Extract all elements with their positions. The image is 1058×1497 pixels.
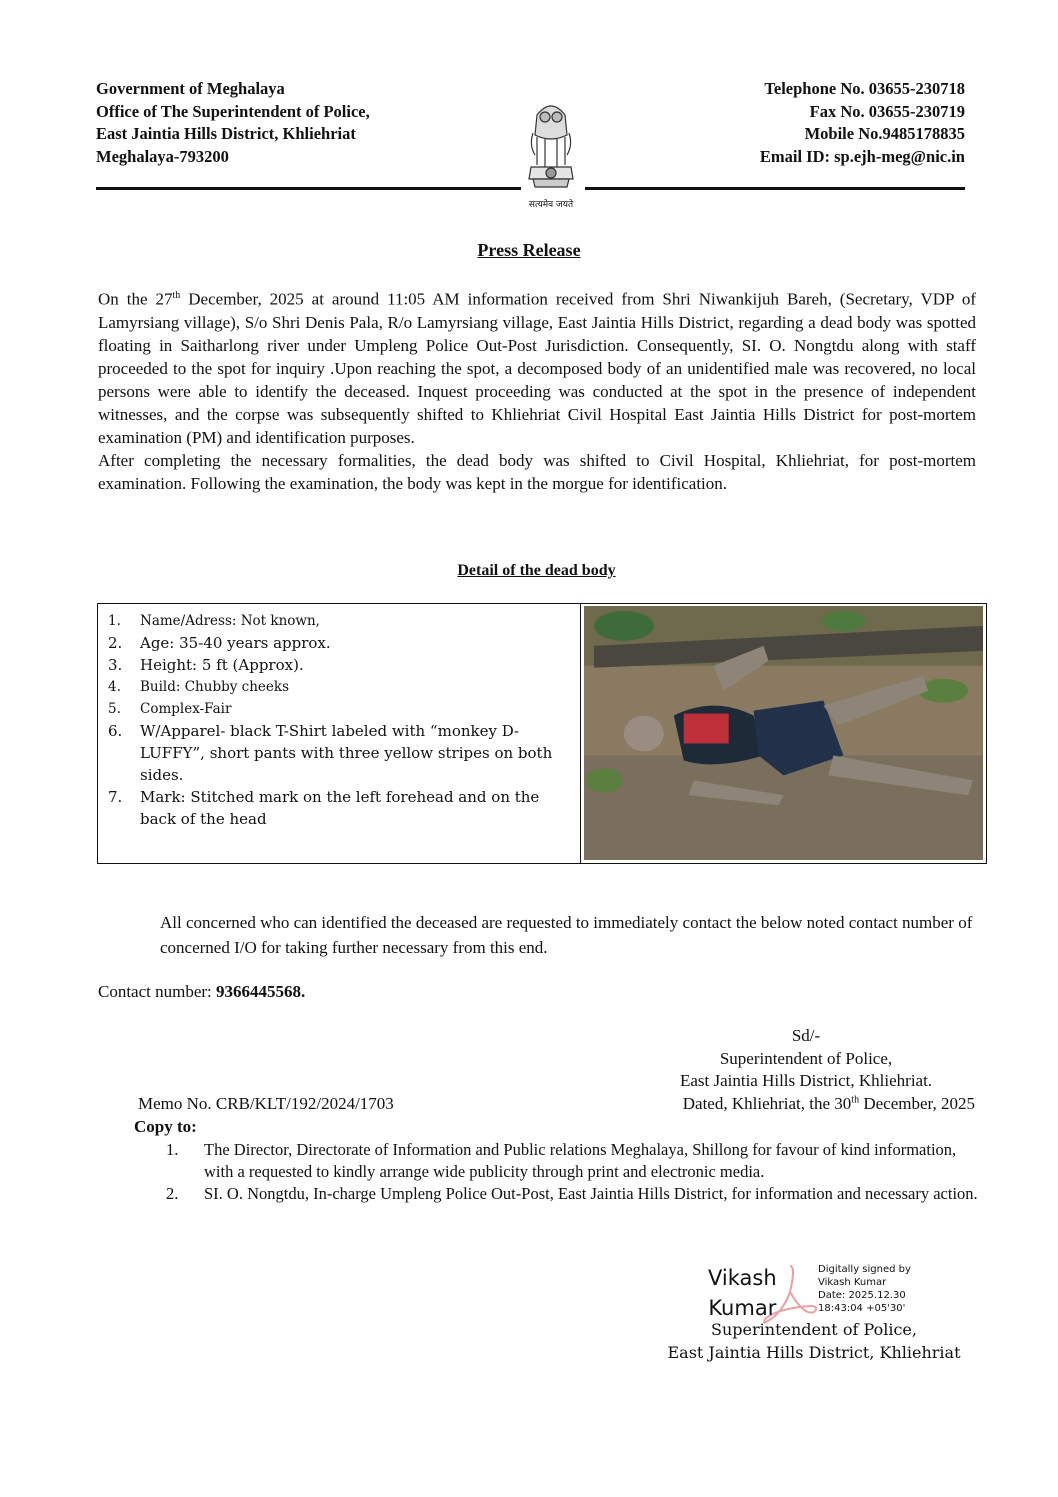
- office-address-block: [96, 78, 370, 168]
- details-item: 1. Name/Adress: Not known,: [108, 613, 320, 629]
- copy-to-item: 1. The Director, Directorate of Information and Public relations Meghalaya, Shillong for favour of kind information, with a requested to kindly arrange wide publicity through print and electronic media.: [166, 1140, 957, 1181]
- signed-mark: Sd/-: [791, 1026, 821, 1045]
- identification-request: [98, 910, 978, 960]
- body-paragraph-2: After completing the necessary formalities, the dead body was shifted to Civil Hospital, Khliehriat, for post-mortem examination. Following the examination, the body was kept in the morgue for identification.: [98, 450, 976, 493]
- memo-number: Memo No. CRB/KLT/192/2024/1703: [138, 1094, 394, 1113]
- body-paragraph-1: On the 27th December, 2025 at around 11:05 AM information received from Shri Niwankijuh Bareh, (Secretary, VDP of Lamyrsiang village), S/o Shri Denis Pala, R/o Lamyrsiang village, East Jaintia Hills District, regarding a dead body was spotted floating in Saitharlong river under Umpleng Police Out-Post Jurisdiction. Consequently, SI. O. Nongtdu along with staff proceeded to the spot for inquiry .Upon reaching the spot, a decomposed body of an unidentified male was recovered, no local persons were able to identify the deceased. Inquest proceeding was conducted at the spot in the presence of independent witnesses, and the corpse was subsequently shifted to Khliehriat Civil Hospital East Jaintia Hills District for post-mortem examination (PM) and identification purposes.: [98, 289, 976, 447]
- contact-line: [98, 982, 305, 1002]
- copy-to-label: Copy to:: [134, 1117, 197, 1136]
- details-item: 3. Height: 5 ft (Approx).: [108, 656, 304, 674]
- copy-to-item: 2. SI. O. Nongtdu, In-charge Umpleng Police Out-Post, East Jaintia Hills District, for information and necessary action.: [166, 1184, 978, 1203]
- digital-signature-name: Vikash Kumar: [708, 1266, 777, 1320]
- request-text: All concerned who can identified the deceased are requested to immediately contact the below noted contact number of concerned I/O for taking further necessary from this end.: [160, 913, 973, 957]
- fax-line: Fax No. 03655-230719: [809, 101, 965, 121]
- office-line: East Jaintia Hills District, Khliehriat: [96, 124, 356, 143]
- signatory-designation: Superintendent of Police, East Jaintia Hills District, Khliehriat: [667, 1320, 961, 1362]
- details-list-cell: [98, 604, 581, 863]
- signatory-block: [610, 1025, 1002, 1093]
- digital-signature-details: Digitally signed by Vikash Kumar Date: 2025.12.30 18:43:04 +05'30': [818, 1264, 911, 1314]
- header-divider-left: [96, 187, 521, 190]
- details-item: 6. W/Apparel- black T-Shirt labeled with “monkey D-LUFFY”, short pants with three yellow stripes on both sides.: [108, 722, 553, 784]
- header-divider-right: [585, 187, 965, 190]
- office-line: Office of The Superintendent of Police,: [96, 101, 370, 121]
- contact-info-block: [760, 78, 965, 168]
- contact-label: Contact number:: [98, 982, 217, 1001]
- dated-line: Dated, Khliehriat, the 30th December, 2025: [682, 1094, 975, 1113]
- details-title: Detail of the dead body: [457, 562, 616, 579]
- mobile-line: Mobile No.9485178835: [804, 124, 965, 143]
- details-item: 4. Build: Chubby cheeks: [108, 679, 289, 695]
- contact-number[interactable]: 9366445568.: [216, 982, 306, 1001]
- signatory-office: East Jaintia Hills District, Khliehriat.: [679, 1071, 933, 1090]
- document-title: Press Release: [477, 240, 581, 260]
- copy-to-list: [166, 1139, 978, 1205]
- photo-cell: [581, 604, 986, 863]
- office-line: Government of Meghalaya: [96, 79, 285, 98]
- dead-body-details-table: [97, 603, 987, 864]
- details-list: [108, 610, 572, 830]
- national-motto: सत्यमेव जयते: [528, 200, 574, 210]
- details-item: 2. Age: 35-40 years approx.: [108, 634, 331, 652]
- press-release-body: [98, 284, 976, 495]
- office-line: Meghalaya-793200: [96, 146, 229, 166]
- details-item: 5. Complex-Fair: [108, 701, 232, 717]
- telephone-line: Telephone No. 03655-230718: [764, 79, 965, 98]
- dead-body-photo: [584, 606, 983, 860]
- signatory-title: Superintendent of Police,: [719, 1048, 893, 1068]
- email-line: Email ID: sp.ejh-meg@nic.in: [759, 146, 965, 166]
- details-item: 7. Mark: Stitched mark on the left forehead and on the back of the head: [108, 788, 540, 828]
